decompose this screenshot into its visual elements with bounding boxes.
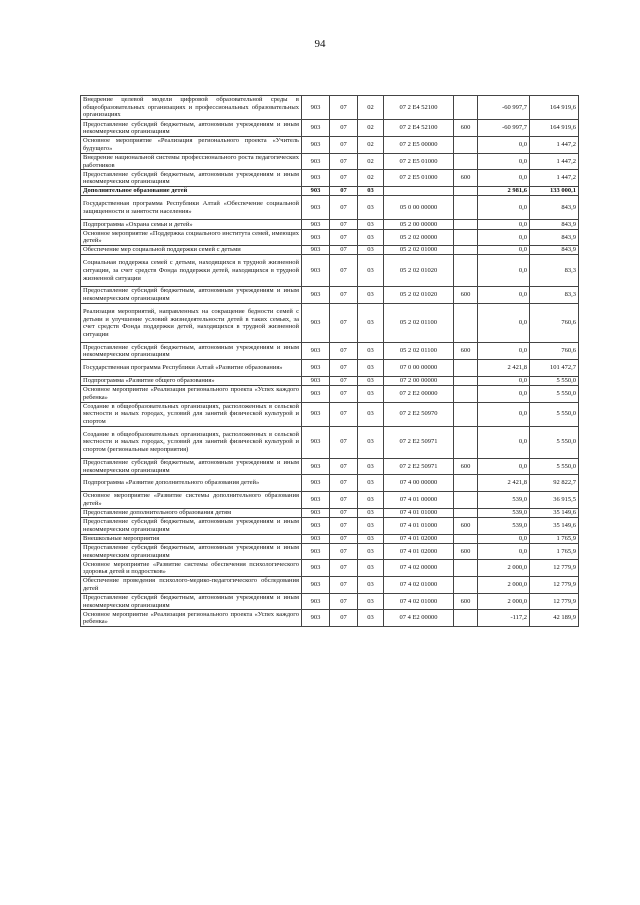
- change-amount-cell: 0,0: [478, 543, 530, 560]
- ministry-code-cell: 903: [302, 120, 330, 137]
- ministry-code-cell: 903: [302, 475, 330, 492]
- target-article-cell: 05 2 02 01020: [384, 287, 454, 304]
- section-code-cell: 07: [330, 543, 358, 560]
- ministry-code-cell: 903: [302, 426, 330, 458]
- section-code-cell: 07: [330, 610, 358, 627]
- subsection-code-cell: 02: [358, 170, 384, 187]
- table-row: [81, 96, 579, 120]
- target-article-cell: 07 4 01 01000: [384, 517, 454, 534]
- total-amount-cell: 12 779,9: [530, 560, 579, 577]
- target-article-cell: 07 2 E5 01000: [384, 153, 454, 170]
- row-name-cell: Предоставление субсидий бюджетным, автономным учреждениям и иным некоммерческим организациям: [81, 343, 302, 360]
- change-amount-cell: 0,0: [478, 220, 530, 229]
- table-row: [81, 376, 579, 385]
- target-article-cell: 07 4 01 02000: [384, 534, 454, 543]
- target-article-cell: 07 2 E4 52100: [384, 96, 454, 120]
- ministry-code-cell: 903: [302, 187, 330, 196]
- change-amount-cell: 0,0: [478, 343, 530, 360]
- row-name-cell: Обеспечение проведения психолого-медико-педагогического обследования детей: [81, 577, 302, 594]
- section-code-cell: 07: [330, 170, 358, 187]
- expense-type-cell: [454, 475, 478, 492]
- target-article-cell: 07 2 E2 50971: [384, 426, 454, 458]
- ministry-code-cell: 903: [302, 360, 330, 377]
- expense-type-cell: [454, 385, 478, 402]
- expense-type-cell: [454, 255, 478, 287]
- ministry-code-cell: 903: [302, 385, 330, 402]
- row-name-cell: Предоставление субсидий бюджетным, автономным учреждениям и иным некоммерческим организациям: [81, 517, 302, 534]
- row-name-cell: Внедрение национальной системы профессионального роста педагогических работников: [81, 153, 302, 170]
- ministry-code-cell: 903: [302, 136, 330, 153]
- subsection-code-cell: 03: [358, 593, 384, 610]
- expense-type-cell: 600: [454, 120, 478, 137]
- target-article-cell: 07 4 02 01000: [384, 577, 454, 594]
- section-code-cell: 07: [330, 360, 358, 377]
- ministry-code-cell: 903: [302, 508, 330, 517]
- section-code-cell: 07: [330, 577, 358, 594]
- row-name-cell: Предоставление субсидий бюджетным, автономным учреждениям и иным некоммерческим организациям: [81, 593, 302, 610]
- change-amount-cell: 0,0: [478, 255, 530, 287]
- total-amount-cell: 92 822,7: [530, 475, 579, 492]
- change-amount-cell: -60 997,7: [478, 120, 530, 137]
- target-article-cell: 07 4 01 02000: [384, 543, 454, 560]
- total-amount-cell: 164 919,6: [530, 120, 579, 137]
- subsection-code-cell: 03: [358, 376, 384, 385]
- table-row: [81, 153, 579, 170]
- table-row: [81, 593, 579, 610]
- table-body: [81, 96, 579, 627]
- total-amount-cell: 760,6: [530, 303, 579, 343]
- table-row: [81, 187, 579, 196]
- ministry-code-cell: 903: [302, 229, 330, 246]
- section-code-cell: 07: [330, 508, 358, 517]
- expense-type-cell: [454, 220, 478, 229]
- change-amount-cell: 0,0: [478, 458, 530, 475]
- ministry-code-cell: 903: [302, 196, 330, 220]
- expense-type-cell: [454, 577, 478, 594]
- target-article-cell: 07 4 E2 00000: [384, 610, 454, 627]
- total-amount-cell: 36 915,5: [530, 492, 579, 509]
- total-amount-cell: 83,3: [530, 255, 579, 287]
- total-amount-cell: 42 189,9: [530, 610, 579, 627]
- expense-type-cell: [454, 560, 478, 577]
- ministry-code-cell: 903: [302, 492, 330, 509]
- section-code-cell: 07: [330, 220, 358, 229]
- subsection-code-cell: 03: [358, 402, 384, 426]
- ministry-code-cell: 903: [302, 255, 330, 287]
- change-amount-cell: -60 997,7: [478, 96, 530, 120]
- target-article-cell: 05 2 02 00000: [384, 229, 454, 246]
- target-article-cell: 07 4 02 01000: [384, 593, 454, 610]
- ministry-code-cell: 903: [302, 153, 330, 170]
- subsection-code-cell: 03: [358, 220, 384, 229]
- change-amount-cell: 2 000,0: [478, 593, 530, 610]
- row-name-cell: Государственная программа Республики Алтай «Развитие образования»: [81, 360, 302, 377]
- subsection-code-cell: 03: [358, 610, 384, 627]
- target-article-cell: 05 2 00 00000: [384, 220, 454, 229]
- section-code-cell: 07: [330, 246, 358, 255]
- table-row: [81, 196, 579, 220]
- total-amount-cell: 164 919,6: [530, 96, 579, 120]
- change-amount-cell: 0,0: [478, 196, 530, 220]
- row-name-cell: Государственная программа Республики Алтай «Обеспечение социальной защищенности и занятости населения»: [81, 196, 302, 220]
- table-row: [81, 136, 579, 153]
- total-amount-cell: 35 149,6: [530, 517, 579, 534]
- ministry-code-cell: 903: [302, 287, 330, 304]
- table-row: [81, 120, 579, 137]
- expense-type-cell: [454, 426, 478, 458]
- ministry-code-cell: 903: [302, 577, 330, 594]
- row-name-cell: Подпрограмма «Охрана семьи и детей»: [81, 220, 302, 229]
- total-amount-cell: 1 447,2: [530, 136, 579, 153]
- row-name-cell: Предоставление субсидий бюджетным, автономным учреждениям и иным некоммерческим организациям: [81, 543, 302, 560]
- row-name-cell: Предоставление субсидий бюджетным, автономным учреждениям и иным некоммерческим организациям: [81, 458, 302, 475]
- expense-type-cell: 600: [454, 170, 478, 187]
- table-row: [81, 402, 579, 426]
- section-code-cell: 07: [330, 492, 358, 509]
- table-row: [81, 475, 579, 492]
- total-amount-cell: 12 779,9: [530, 577, 579, 594]
- section-code-cell: 07: [330, 517, 358, 534]
- expense-type-cell: 600: [454, 458, 478, 475]
- row-name-cell: Основное мероприятие «Развитие системы обеспечения психологического здоровья детей и подростков»: [81, 560, 302, 577]
- subsection-code-cell: 03: [358, 543, 384, 560]
- row-name-cell: Социальная поддержка семей с детьми, находящихся в трудной жизненной ситуации, за счет средств Фонда поддержки детей, находящихся в трудной жизненной ситуации: [81, 255, 302, 287]
- expense-type-cell: [454, 196, 478, 220]
- change-amount-cell: 2 421,8: [478, 360, 530, 377]
- change-amount-cell: 0,0: [478, 229, 530, 246]
- total-amount-cell: 843,9: [530, 229, 579, 246]
- section-code-cell: 07: [330, 196, 358, 220]
- section-code-cell: 07: [330, 534, 358, 543]
- total-amount-cell: 5 550,0: [530, 402, 579, 426]
- page-number: 94: [314, 38, 326, 50]
- subsection-code-cell: 03: [358, 360, 384, 377]
- target-article-cell: 07 2 00 00000: [384, 376, 454, 385]
- row-name-cell: Подпрограмма «Развитие общего образования»: [81, 376, 302, 385]
- table-row: [81, 255, 579, 287]
- subsection-code-cell: 03: [358, 475, 384, 492]
- change-amount-cell: 0,0: [478, 170, 530, 187]
- target-article-cell: 07 2 E2 00000: [384, 385, 454, 402]
- target-article-cell: 07 4 02 00000: [384, 560, 454, 577]
- ministry-code-cell: 903: [302, 560, 330, 577]
- target-article-cell: 07 2 E5 01000: [384, 170, 454, 187]
- section-code-cell: 07: [330, 475, 358, 492]
- expense-type-cell: 600: [454, 517, 478, 534]
- ministry-code-cell: 903: [302, 517, 330, 534]
- section-code-cell: 07: [330, 136, 358, 153]
- subsection-code-cell: 02: [358, 153, 384, 170]
- target-article-cell: 05 2 02 01100: [384, 303, 454, 343]
- section-code-cell: 07: [330, 303, 358, 343]
- total-amount-cell: 83,3: [530, 287, 579, 304]
- total-amount-cell: 5 550,0: [530, 385, 579, 402]
- section-code-cell: 07: [330, 458, 358, 475]
- total-amount-cell: 5 550,0: [530, 458, 579, 475]
- row-name-cell: Внешкольные мероприятия: [81, 534, 302, 543]
- total-amount-cell: 101 472,7: [530, 360, 579, 377]
- total-amount-cell: 5 550,0: [530, 376, 579, 385]
- table-row: [81, 229, 579, 246]
- target-article-cell: 07 0 00 00000: [384, 360, 454, 377]
- total-amount-cell: 35 149,6: [530, 508, 579, 517]
- table-row: [81, 220, 579, 229]
- table-row: [81, 385, 579, 402]
- target-article-cell: 07 2 E4 52100: [384, 120, 454, 137]
- change-amount-cell: 0,0: [478, 287, 530, 304]
- target-article-cell: 05 2 02 01000: [384, 246, 454, 255]
- change-amount-cell: 0,0: [478, 534, 530, 543]
- ministry-code-cell: 903: [302, 220, 330, 229]
- row-name-cell: Основное мероприятие «Реализация регионального проекта «Учитель будущего»: [81, 136, 302, 153]
- ministry-code-cell: 903: [302, 402, 330, 426]
- expense-type-cell: [454, 360, 478, 377]
- target-article-cell: 07 2 E2 50970: [384, 402, 454, 426]
- subsection-code-cell: 03: [358, 246, 384, 255]
- expense-type-cell: [454, 402, 478, 426]
- total-amount-cell: 843,9: [530, 196, 579, 220]
- section-code-cell: 07: [330, 402, 358, 426]
- table-row: [81, 508, 579, 517]
- change-amount-cell: 0,0: [478, 136, 530, 153]
- subsection-code-cell: 03: [358, 508, 384, 517]
- expense-type-cell: [454, 136, 478, 153]
- section-code-cell: 07: [330, 426, 358, 458]
- expense-type-cell: 600: [454, 287, 478, 304]
- row-name-cell: Предоставление субсидий бюджетным, автономным учреждениям и иным некоммерческим организациям: [81, 287, 302, 304]
- section-code-cell: 07: [330, 96, 358, 120]
- target-article-cell: 07 4 01 01000: [384, 508, 454, 517]
- ministry-code-cell: 903: [302, 534, 330, 543]
- change-amount-cell: -117,2: [478, 610, 530, 627]
- table-row: [81, 246, 579, 255]
- change-amount-cell: 0,0: [478, 246, 530, 255]
- subsection-code-cell: 03: [358, 458, 384, 475]
- change-amount-cell: 0,0: [478, 376, 530, 385]
- section-code-cell: 07: [330, 343, 358, 360]
- subsection-code-cell: 03: [358, 385, 384, 402]
- change-amount-cell: 0,0: [478, 303, 530, 343]
- subsection-code-cell: 03: [358, 577, 384, 594]
- total-amount-cell: 1 765,9: [530, 543, 579, 560]
- expense-type-cell: [454, 246, 478, 255]
- subsection-code-cell: 02: [358, 96, 384, 120]
- subsection-code-cell: 03: [358, 229, 384, 246]
- expense-type-cell: [454, 153, 478, 170]
- target-article-cell: 07 4 01 00000: [384, 492, 454, 509]
- ministry-code-cell: 903: [302, 343, 330, 360]
- total-amount-cell: 5 550,0: [530, 426, 579, 458]
- subsection-code-cell: 03: [358, 196, 384, 220]
- table-row: [81, 170, 579, 187]
- total-amount-cell: 843,9: [530, 246, 579, 255]
- target-article-cell: 05 0 00 00000: [384, 196, 454, 220]
- subsection-code-cell: 03: [358, 303, 384, 343]
- target-article-cell: [384, 187, 454, 196]
- ministry-code-cell: 903: [302, 303, 330, 343]
- change-amount-cell: 539,0: [478, 508, 530, 517]
- table-row: [81, 517, 579, 534]
- expense-type-cell: [454, 376, 478, 385]
- row-name-cell: Основное мероприятие «Реализация регионального проекта «Успех каждого ребенка»: [81, 385, 302, 402]
- section-code-cell: 07: [330, 287, 358, 304]
- expense-type-cell: [454, 508, 478, 517]
- subsection-code-cell: 03: [358, 255, 384, 287]
- subsection-code-cell: 03: [358, 287, 384, 304]
- ministry-code-cell: 903: [302, 593, 330, 610]
- row-name-cell: Дополнительное образование детей: [81, 187, 302, 196]
- target-article-cell: 05 2 02 01020: [384, 255, 454, 287]
- section-code-cell: 07: [330, 560, 358, 577]
- row-name-cell: Предоставление субсидий бюджетным, автономным учреждениям и иным некоммерческим организациям: [81, 120, 302, 137]
- subsection-code-cell: 03: [358, 534, 384, 543]
- target-article-cell: 07 2 E2 50971: [384, 458, 454, 475]
- change-amount-cell: 539,0: [478, 492, 530, 509]
- expense-type-cell: [454, 187, 478, 196]
- ministry-code-cell: 903: [302, 246, 330, 255]
- ministry-code-cell: 903: [302, 96, 330, 120]
- subsection-code-cell: 03: [358, 517, 384, 534]
- table-row: [81, 343, 579, 360]
- table-row: [81, 303, 579, 343]
- section-code-cell: 07: [330, 255, 358, 287]
- table-row: [81, 610, 579, 627]
- table-row: [81, 360, 579, 377]
- table-row: [81, 577, 579, 594]
- ministry-code-cell: 903: [302, 170, 330, 187]
- ministry-code-cell: 903: [302, 376, 330, 385]
- table-row: [81, 560, 579, 577]
- row-name-cell: Основное мероприятие «Развитие системы дополнительного образования детей»: [81, 492, 302, 509]
- row-name-cell: Создание в общеобразовательных организациях, расположенных в сельской местности и малых городах, условий для занятий физической культурой и спортом: [81, 402, 302, 426]
- change-amount-cell: 2 981,6: [478, 187, 530, 196]
- table-row: [81, 492, 579, 509]
- expense-type-cell: [454, 492, 478, 509]
- subsection-code-cell: 02: [358, 136, 384, 153]
- row-name-cell: Предоставление дополнительного образования детям: [81, 508, 302, 517]
- change-amount-cell: 2 000,0: [478, 560, 530, 577]
- total-amount-cell: 1 447,2: [530, 153, 579, 170]
- row-name-cell: Обеспечение мер социальной поддержки семей с детьми: [81, 246, 302, 255]
- change-amount-cell: 0,0: [478, 385, 530, 402]
- change-amount-cell: 0,0: [478, 426, 530, 458]
- expense-type-cell: [454, 229, 478, 246]
- expense-type-cell: [454, 96, 478, 120]
- ministry-code-cell: 903: [302, 543, 330, 560]
- total-amount-cell: 133 000,1: [530, 187, 579, 196]
- section-code-cell: 07: [330, 153, 358, 170]
- section-code-cell: 07: [330, 385, 358, 402]
- change-amount-cell: 0,0: [478, 153, 530, 170]
- subsection-code-cell: 03: [358, 560, 384, 577]
- expense-type-cell: [454, 610, 478, 627]
- total-amount-cell: 1 765,9: [530, 534, 579, 543]
- section-code-cell: 07: [330, 120, 358, 137]
- target-article-cell: 07 4 00 00000: [384, 475, 454, 492]
- total-amount-cell: 12 779,9: [530, 593, 579, 610]
- target-article-cell: 05 2 02 01100: [384, 343, 454, 360]
- budget-table: [80, 95, 579, 627]
- change-amount-cell: 0,0: [478, 402, 530, 426]
- table-row: [81, 287, 579, 304]
- subsection-code-cell: 03: [358, 492, 384, 509]
- expense-type-cell: 600: [454, 343, 478, 360]
- row-name-cell: Создание в общеобразовательных организациях, расположенных в сельской местности и малых городах, условий для занятий физической культурой и спортом (региональные мероприятия): [81, 426, 302, 458]
- total-amount-cell: 760,6: [530, 343, 579, 360]
- ministry-code-cell: 903: [302, 458, 330, 475]
- row-name-cell: Реализация мероприятий, направленных на сокращение бедности семей с детьми и улучшение условий жизнедеятельности детей в таких семьях, за счет средств Фонда поддержки детей, находящихся в трудной жизненной ситуации: [81, 303, 302, 343]
- table-row: [81, 534, 579, 543]
- section-code-cell: 07: [330, 593, 358, 610]
- target-article-cell: 07 2 E5 00000: [384, 136, 454, 153]
- ministry-code-cell: 903: [302, 610, 330, 627]
- expense-type-cell: 600: [454, 593, 478, 610]
- subsection-code-cell: 03: [358, 343, 384, 360]
- subsection-code-cell: 03: [358, 426, 384, 458]
- table-row: [81, 543, 579, 560]
- row-name-cell: Основное мероприятие «Реализация регионального проекта «Успех каждого ребенка»: [81, 610, 302, 627]
- row-name-cell: Внедрение целевой модели цифровой образовательной среды в общеобразовательных организациях и профессиональных образовательных организациях: [81, 96, 302, 120]
- change-amount-cell: 539,0: [478, 517, 530, 534]
- expense-type-cell: [454, 303, 478, 343]
- section-code-cell: 07: [330, 229, 358, 246]
- expense-type-cell: 600: [454, 543, 478, 560]
- subsection-code-cell: 03: [358, 187, 384, 196]
- total-amount-cell: 1 447,2: [530, 170, 579, 187]
- table-row: [81, 458, 579, 475]
- expense-type-cell: [454, 534, 478, 543]
- row-name-cell: Предоставление субсидий бюджетным, автономным учреждениям и иным некоммерческим организациям: [81, 170, 302, 187]
- table-row: [81, 426, 579, 458]
- row-name-cell: Подпрограмма «Развитие дополнительного образования детей»: [81, 475, 302, 492]
- change-amount-cell: 2 000,0: [478, 577, 530, 594]
- change-amount-cell: 2 421,8: [478, 475, 530, 492]
- total-amount-cell: 843,9: [530, 220, 579, 229]
- section-code-cell: 07: [330, 187, 358, 196]
- row-name-cell: Основное мероприятие «Поддержка социального института семей, имеющих детей»: [81, 229, 302, 246]
- subsection-code-cell: 02: [358, 120, 384, 137]
- section-code-cell: 07: [330, 376, 358, 385]
